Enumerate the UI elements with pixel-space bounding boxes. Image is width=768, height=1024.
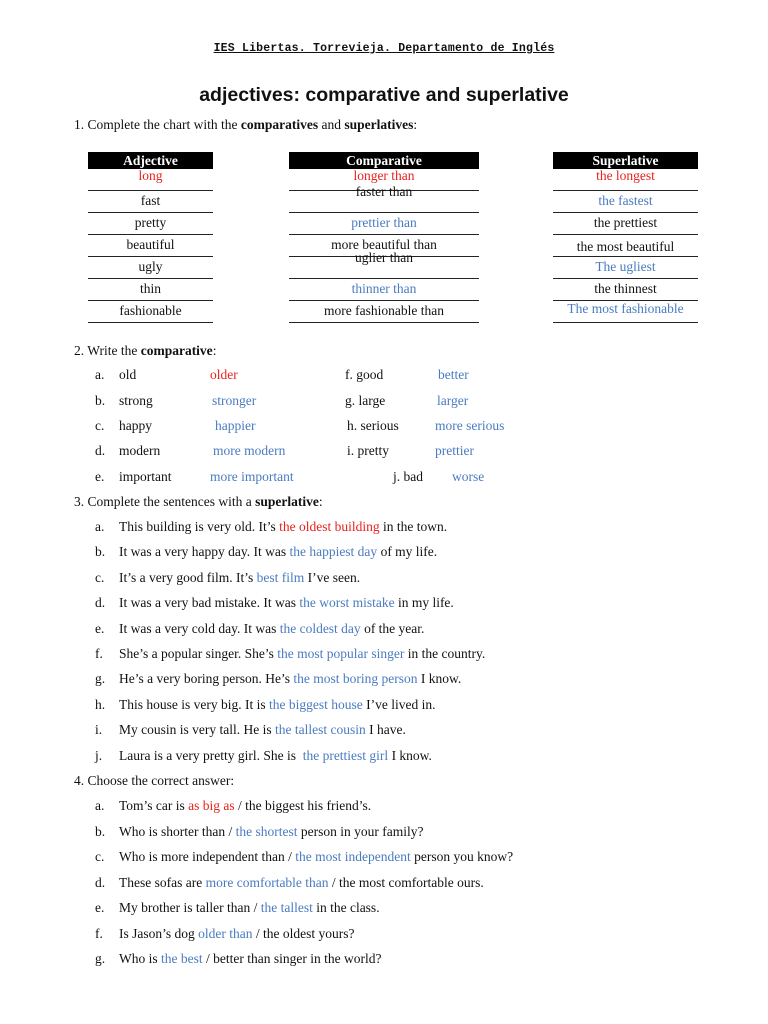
item-letter: a. xyxy=(95,367,105,382)
sentence-answer: the best xyxy=(161,951,203,966)
sentence-text: Who is shorter than / xyxy=(119,823,236,839)
item-letter: g. xyxy=(95,951,106,966)
sentence-text: My cousin is very tall. He is xyxy=(119,722,275,738)
sentence xyxy=(119,697,435,713)
item-word: f. good xyxy=(345,367,384,382)
table-cell xyxy=(88,301,213,323)
list-item xyxy=(0,595,768,615)
item-word: j. bad xyxy=(393,469,423,484)
sentence-text: I’ve lived in. xyxy=(362,696,436,712)
item-letter: d. xyxy=(95,874,106,890)
question-4-prompt: 4. Choose the correct answer: xyxy=(74,773,235,788)
sentence xyxy=(119,926,354,942)
sentence-answer: the oldest building xyxy=(279,519,380,534)
list-item xyxy=(0,646,768,666)
item-letter: f. xyxy=(95,646,103,661)
cell-text: more fashionable than xyxy=(324,303,444,318)
cell-text: thinner than xyxy=(351,281,417,296)
question-3-prompt: 3. Complete the sentences with a superlative: xyxy=(74,494,323,509)
sentence-text: Is Jason’s dog xyxy=(119,925,199,941)
adjective-column xyxy=(88,152,213,323)
table-cell xyxy=(553,191,698,213)
sentence-text: in the country. xyxy=(404,646,486,661)
cell-text: ugly xyxy=(138,259,163,274)
list-item xyxy=(0,418,768,438)
table-cell xyxy=(88,169,213,191)
sentence-text: / better than singer in the world? xyxy=(202,951,382,966)
item-letter: b. xyxy=(95,544,106,560)
cell-text: longer than xyxy=(353,168,415,183)
sentence-text: person you know? xyxy=(410,849,514,864)
sentence xyxy=(119,748,432,764)
table-cell xyxy=(289,213,479,235)
sentence-text: of the year. xyxy=(360,620,425,636)
list-item xyxy=(0,849,768,869)
sentence-answer: the shortest xyxy=(235,823,298,839)
item-answer: more serious xyxy=(435,418,505,433)
item-letter: e. xyxy=(95,469,105,484)
sentence-text: It was a very cold day. It was xyxy=(119,620,280,636)
table-cell xyxy=(553,213,698,235)
table-cell xyxy=(289,250,479,279)
list-item xyxy=(0,519,768,539)
item-word: old xyxy=(119,367,137,382)
sentence-answer: the most boring person xyxy=(293,671,418,687)
item-answer: prettier xyxy=(435,443,474,458)
sentence xyxy=(119,798,371,814)
sentence xyxy=(119,646,485,662)
list-item xyxy=(0,469,768,489)
question-2-prompt: 2. Write the comparative: xyxy=(74,343,217,358)
sentence-answer: the worst mistake xyxy=(299,595,395,611)
sentence-text: / the oldest yours? xyxy=(252,925,355,941)
item-letter: a. xyxy=(95,798,105,813)
list-item xyxy=(0,443,768,463)
sentence-text: I have. xyxy=(365,722,406,738)
sentence xyxy=(119,875,484,891)
sentence-answer: the coldest day xyxy=(279,620,361,636)
sentence xyxy=(119,544,437,560)
sentence-text: He’s a very boring person. He’s xyxy=(119,671,294,687)
item-letter: h. xyxy=(95,696,106,712)
sentence-text: This building is very old. It’s xyxy=(119,519,280,534)
item-answer: more important xyxy=(210,469,294,484)
sentence xyxy=(119,824,423,840)
item-answer: larger xyxy=(437,393,469,408)
list-item xyxy=(0,671,768,691)
cell-text: the longest xyxy=(596,168,655,183)
cell-text: beautiful xyxy=(126,237,175,252)
table-cell xyxy=(88,279,213,301)
item-answer: older xyxy=(210,367,238,382)
sentence-text: I know. xyxy=(417,671,462,687)
list-item xyxy=(0,544,768,564)
item-letter: i. xyxy=(95,722,103,738)
cell-text: fashionable xyxy=(119,303,182,318)
item-word: strong xyxy=(119,393,153,408)
sentence-text: My brother is taller than / xyxy=(119,900,261,915)
table-cell xyxy=(88,257,213,279)
sentence-text: I know. xyxy=(388,747,432,763)
cell-text: the thinnest xyxy=(594,281,657,296)
item-answer: more modern xyxy=(213,443,286,458)
sentence-answer: the tallest xyxy=(260,900,313,915)
item-letter: c. xyxy=(95,418,105,433)
cell-text: uglier than xyxy=(354,250,414,265)
cell-text: the prettiest xyxy=(593,215,658,230)
cell-text: The most fashionable xyxy=(567,301,684,316)
sentence-answer: the tallest cousin xyxy=(274,722,366,738)
item-letter: g. xyxy=(95,671,106,687)
page-title: adjectives: comparative and superlative xyxy=(199,84,569,106)
list-item xyxy=(0,824,768,844)
cell-text: more beautiful than xyxy=(331,237,437,252)
sentence-text: of my life. xyxy=(377,544,438,560)
list-item xyxy=(0,393,768,413)
item-letter: e. xyxy=(95,900,105,915)
sentence xyxy=(119,519,447,535)
list-item xyxy=(0,621,768,641)
page-header: IES Libertas. Torrevieja. Departamento de Inglés xyxy=(213,42,555,55)
table-cell xyxy=(289,279,479,301)
item-letter: d. xyxy=(95,595,106,611)
sentence-answer: the biggest house xyxy=(269,696,363,712)
cell-text: long xyxy=(138,168,163,183)
sentence xyxy=(119,849,513,865)
comparative-column xyxy=(289,152,479,323)
sentence-text: Laura is a very pretty girl. She is xyxy=(119,747,303,763)
cell-text: the most beautiful xyxy=(576,239,675,254)
sentence-answer: the happiest day xyxy=(289,544,378,560)
sentence-text: in the class. xyxy=(312,900,380,915)
sentence-text: person in your family? xyxy=(297,823,424,839)
item-letter: c. xyxy=(95,849,105,864)
sentence-text: / the most comfortable ours. xyxy=(328,874,484,890)
column-header: Adjective xyxy=(88,152,213,169)
list-item xyxy=(0,951,768,971)
table-cell xyxy=(553,301,698,323)
table-cell xyxy=(553,235,698,257)
sentence xyxy=(119,621,424,637)
table-cell xyxy=(289,301,479,323)
list-item xyxy=(0,900,768,920)
sentence-text: in my life. xyxy=(394,595,454,611)
sentence xyxy=(119,595,454,611)
column-cells xyxy=(289,169,479,323)
item-word: modern xyxy=(119,443,161,458)
cell-text: faster than xyxy=(355,184,413,199)
table-cell xyxy=(289,184,479,213)
table-cell xyxy=(88,213,213,235)
sentence-text: It’s a very good film. It’s xyxy=(119,569,257,585)
item-word: g. large xyxy=(345,393,386,408)
item-word: happy xyxy=(119,418,152,433)
sentence xyxy=(119,900,380,916)
sentence-text: I’ve seen. xyxy=(304,569,361,585)
cell-text: thin xyxy=(139,281,161,296)
cell-text: fast xyxy=(140,193,161,208)
sentence xyxy=(119,722,406,738)
item-letter: f. xyxy=(95,925,103,941)
list-item xyxy=(0,722,768,742)
sentence-text: These sofas are xyxy=(119,874,206,890)
sentence-text: Who is xyxy=(119,951,161,966)
item-answer: stronger xyxy=(212,393,257,408)
sentence-answer: best film xyxy=(256,569,305,585)
list-item xyxy=(0,367,768,387)
sentence-answer: the prettiest girl xyxy=(302,747,389,763)
sentence-answer: older than xyxy=(198,925,253,941)
sentence-text: Tom’s car is xyxy=(119,798,189,813)
cell-text: prettier than xyxy=(351,215,417,230)
question-1-prompt: 1. Complete the chart with the comparatives and superlatives: xyxy=(74,117,418,132)
sentence-text: She’s a popular singer. She’s xyxy=(119,646,278,661)
superlative-column xyxy=(553,152,698,323)
column-header: Comparative xyxy=(289,152,479,169)
column-cells xyxy=(88,169,213,323)
sentence-text: / the biggest his friend’s. xyxy=(234,798,372,813)
list-item xyxy=(0,697,768,717)
item-answer: worse xyxy=(452,469,485,484)
sentence-text: It was a very bad mistake. It was xyxy=(119,595,300,611)
item-word: important xyxy=(119,469,172,484)
list-item xyxy=(0,798,768,818)
table-cell xyxy=(88,235,213,257)
sentence xyxy=(119,951,381,967)
table-cell xyxy=(553,279,698,301)
cell-text: pretty xyxy=(134,215,167,230)
sentence-answer: the most popular singer xyxy=(277,646,405,661)
list-item xyxy=(0,570,768,590)
list-item xyxy=(0,926,768,946)
cell-text: The ugliest xyxy=(595,259,656,274)
item-letter: e. xyxy=(95,620,105,636)
item-letter: a. xyxy=(95,519,105,534)
sentence-text: in the town. xyxy=(379,519,448,534)
sentence-text: Who is more independent than / xyxy=(119,849,296,864)
sentence-text: It was a very happy day. It was xyxy=(119,544,290,560)
item-letter: c. xyxy=(95,569,105,585)
item-letter: b. xyxy=(95,823,106,839)
list-item xyxy=(0,748,768,768)
sentence-answer: as big as xyxy=(188,798,235,813)
item-answer: happier xyxy=(215,418,256,433)
table-cell xyxy=(553,169,698,191)
column-header: Superlative xyxy=(553,152,698,169)
cell-text: the fastest xyxy=(598,193,653,208)
sentence xyxy=(119,671,461,687)
item-word: i. pretty xyxy=(347,443,389,458)
sentence-text: This house is very big. It is xyxy=(119,696,269,712)
column-cells xyxy=(553,169,698,323)
table-cell xyxy=(88,191,213,213)
item-letter: d. xyxy=(95,443,106,458)
sentence-answer: more comfortable than xyxy=(205,874,329,890)
item-letter: b. xyxy=(95,393,106,408)
table-cell xyxy=(553,257,698,279)
list-item xyxy=(0,875,768,895)
item-answer: better xyxy=(438,367,469,382)
sentence-answer: the most independent xyxy=(295,849,411,864)
item-letter: j. xyxy=(95,747,103,763)
item-word: h. serious xyxy=(347,418,399,433)
sentence xyxy=(119,570,360,586)
